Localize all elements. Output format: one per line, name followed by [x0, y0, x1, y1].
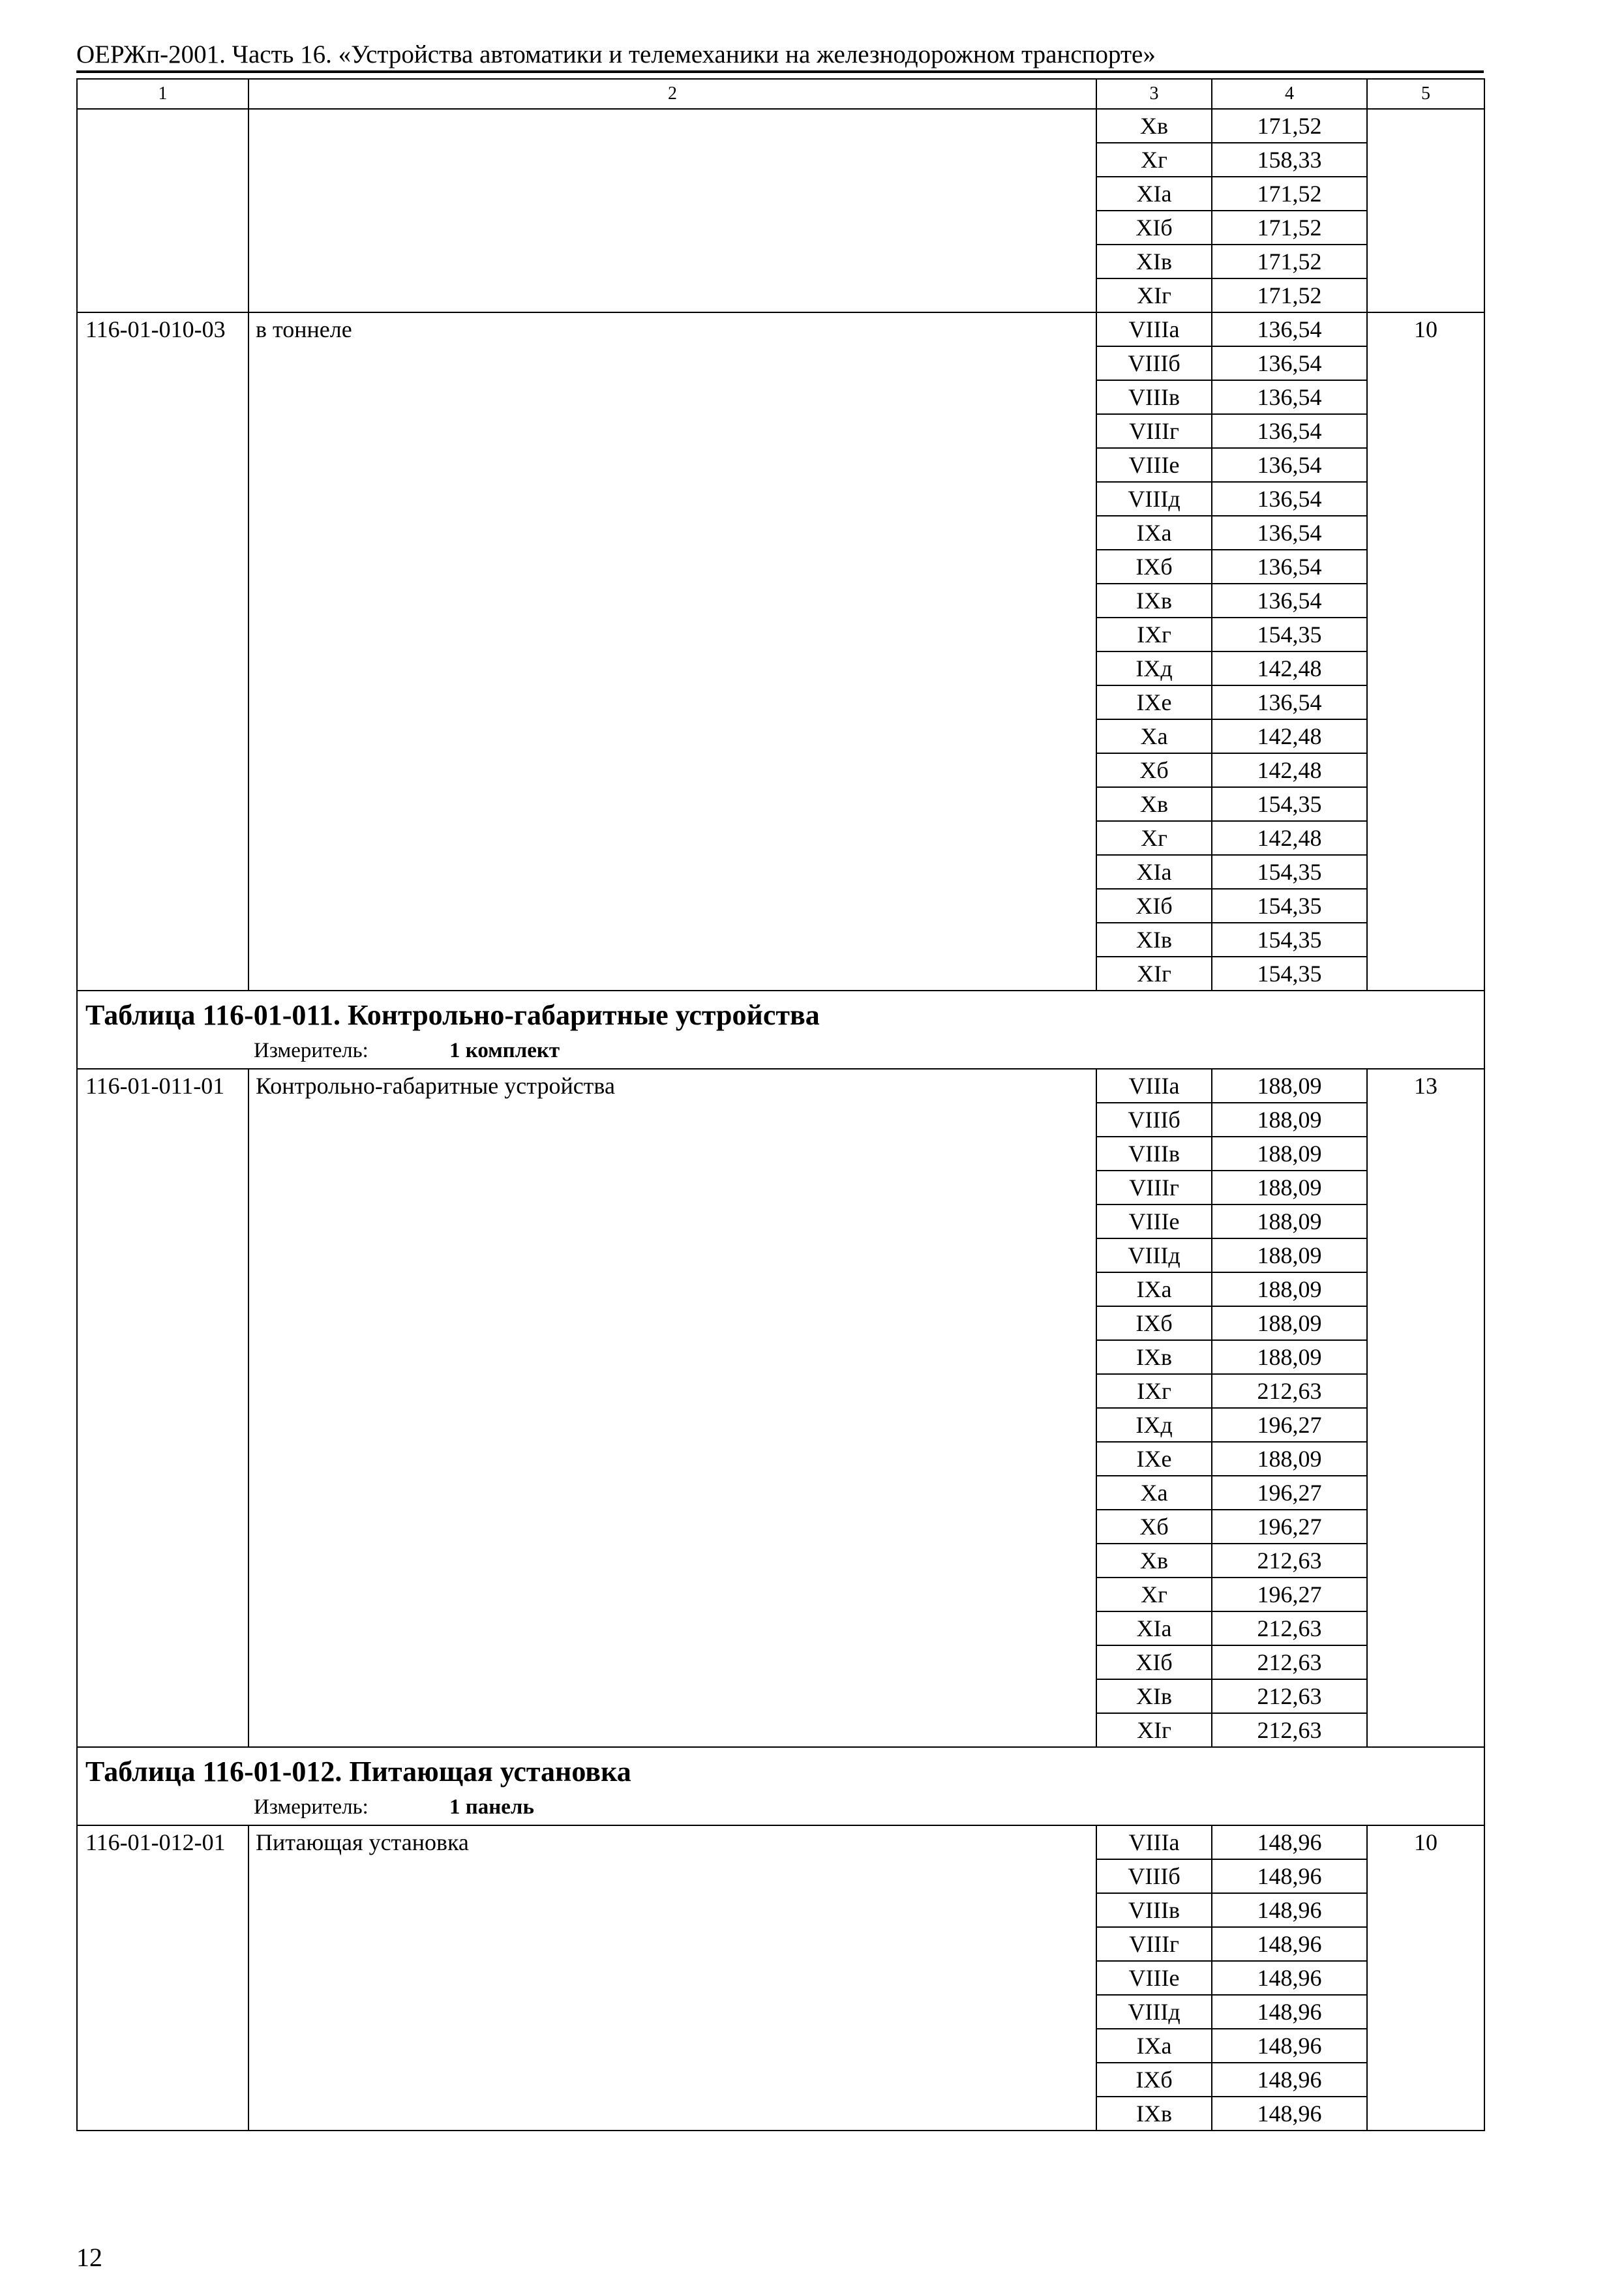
work-name: в тоннеле: [248, 312, 1096, 991]
zone-cell: XIв: [1096, 1679, 1212, 1713]
price-cell: 142,48: [1212, 753, 1367, 787]
zone-cell: XIг: [1096, 1713, 1212, 1747]
price-cell: 212,63: [1212, 1645, 1367, 1679]
price-cell: 136,54: [1212, 448, 1367, 482]
section-meter: [254, 1038, 1484, 1063]
zone-cell: VIIIе: [1096, 1961, 1212, 1995]
rate-code: 116-01-011-01: [77, 1069, 248, 1747]
price-cell: 188,09: [1212, 1238, 1367, 1272]
zone-cell: IXд: [1096, 1408, 1212, 1442]
price-cell: 188,09: [1212, 1069, 1367, 1103]
zone-cell: XIг: [1096, 278, 1212, 312]
zone-cell: IXб: [1096, 550, 1212, 584]
zone-cell: XIа: [1096, 855, 1212, 889]
price-cell: 148,96: [1212, 1859, 1367, 1893]
zone-cell: VIIIе: [1096, 448, 1212, 482]
column-5-value: 13: [1367, 1069, 1484, 1747]
zone-cell: XIб: [1096, 1645, 1212, 1679]
price-cell: 154,35: [1212, 787, 1367, 821]
price-cell: 136,54: [1212, 482, 1367, 516]
price-cell: 171,52: [1212, 109, 1367, 143]
zone-cell: XIб: [1096, 211, 1212, 245]
rates-table-body: [77, 79, 1484, 2131]
zone-cell: VIIIв: [1096, 1137, 1212, 1171]
zone-cell: XIб: [1096, 889, 1212, 923]
zone-cell: XIг: [1096, 957, 1212, 991]
zone-cell: Xв: [1096, 787, 1212, 821]
zone-cell: VIIIа: [1096, 1825, 1212, 1859]
zone-cell: Xв: [1096, 109, 1212, 143]
zone-cell: IXд: [1096, 651, 1212, 685]
price-cell: 171,52: [1212, 211, 1367, 245]
price-cell: 148,96: [1212, 1927, 1367, 1961]
zone-cell: IXг: [1096, 1374, 1212, 1408]
zone-cell: Xг: [1096, 1578, 1212, 1611]
price-cell: 171,52: [1212, 177, 1367, 211]
rate-code: 116-01-012-01: [77, 1825, 248, 2131]
zone-cell: IXб: [1096, 2063, 1212, 2097]
price-cell: 212,63: [1212, 1374, 1367, 1408]
price-cell: 188,09: [1212, 1442, 1367, 1476]
zone-cell: VIIIб: [1096, 1103, 1212, 1137]
price-cell: 142,48: [1212, 651, 1367, 685]
meter-label: Измеритель:: [254, 1039, 368, 1062]
price-cell: 188,09: [1212, 1340, 1367, 1374]
zone-cell: IXе: [1096, 1442, 1212, 1476]
price-cell: 136,54: [1212, 346, 1367, 380]
rates-table: [76, 78, 1485, 2131]
price-cell: 212,63: [1212, 1611, 1367, 1645]
zone-cell: IXе: [1096, 685, 1212, 719]
zone-cell: VIIIг: [1096, 1171, 1212, 1204]
price-cell: 188,09: [1212, 1137, 1367, 1171]
zone-cell: VIIIе: [1096, 1204, 1212, 1238]
zone-cell: IXа: [1096, 2029, 1212, 2063]
zone-cell: IXа: [1096, 516, 1212, 550]
zone-cell: Xб: [1096, 1510, 1212, 1544]
price-cell: 171,52: [1212, 278, 1367, 312]
work-name: Питающая установка: [248, 1825, 1096, 2131]
zone-cell: VIIIд: [1096, 482, 1212, 516]
price-cell: 196,27: [1212, 1510, 1367, 1544]
zone-cell: XIа: [1096, 1611, 1212, 1645]
price-cell: 142,48: [1212, 821, 1367, 855]
price-cell: 148,96: [1212, 2097, 1367, 2131]
zone-cell: IXа: [1096, 1272, 1212, 1306]
price-cell: 154,35: [1212, 889, 1367, 923]
price-cell: 212,63: [1212, 1679, 1367, 1713]
zone-cell: VIIIг: [1096, 1927, 1212, 1961]
column-numbers-row: [77, 79, 1484, 109]
price-cell: 148,96: [1212, 1825, 1367, 1859]
table-section-heading: [77, 1747, 1484, 1825]
price-cell: 171,52: [1212, 245, 1367, 278]
column-number: 4: [1212, 79, 1367, 109]
column-5-value: 10: [1367, 312, 1484, 991]
price-cell: 136,54: [1212, 516, 1367, 550]
price-cell: 212,63: [1212, 1544, 1367, 1578]
meter-value: 1 панель: [449, 1795, 534, 1819]
table-row: [77, 109, 1484, 143]
price-cell: 154,35: [1212, 957, 1367, 991]
page-number: 12: [76, 2243, 102, 2272]
zone-cell: XIв: [1096, 923, 1212, 957]
table-row: [77, 312, 1484, 346]
column-number: 3: [1096, 79, 1212, 109]
work-name: [248, 109, 1096, 312]
price-cell: 136,54: [1212, 584, 1367, 618]
price-cell: 154,35: [1212, 855, 1367, 889]
zone-cell: IXб: [1096, 1306, 1212, 1340]
zone-cell: IXв: [1096, 1340, 1212, 1374]
zone-cell: Xв: [1096, 1544, 1212, 1578]
price-cell: 136,54: [1212, 685, 1367, 719]
price-cell: 148,96: [1212, 1995, 1367, 2029]
zone-cell: VIIIв: [1096, 380, 1212, 414]
zone-cell: IXг: [1096, 618, 1212, 651]
zone-cell: Xа: [1096, 1476, 1212, 1510]
price-cell: 148,96: [1212, 2029, 1367, 2063]
zone-cell: VIIIб: [1096, 346, 1212, 380]
column-5-value: [1367, 109, 1484, 312]
price-cell: 148,96: [1212, 1893, 1367, 1927]
zone-cell: VIIIа: [1096, 312, 1212, 346]
meter-label: Измеритель:: [254, 1795, 368, 1819]
zone-cell: XIа: [1096, 177, 1212, 211]
section-meter: [254, 1795, 1484, 1819]
zone-cell: Xг: [1096, 821, 1212, 855]
zone-cell: VIIIа: [1096, 1069, 1212, 1103]
zone-cell: VIIIд: [1096, 1995, 1212, 2029]
price-cell: 136,54: [1212, 312, 1367, 346]
price-cell: 158,33: [1212, 143, 1367, 177]
section-title: Таблица 116-01-011. Контрольно-габаритные устройства: [85, 999, 820, 1031]
zone-cell: IXв: [1096, 584, 1212, 618]
price-cell: 188,09: [1212, 1306, 1367, 1340]
zone-cell: Xб: [1096, 753, 1212, 787]
zone-cell: XIв: [1096, 245, 1212, 278]
rate-code: [77, 109, 248, 312]
table-section-heading: [77, 991, 1484, 1069]
price-cell: 188,09: [1212, 1204, 1367, 1238]
price-cell: 196,27: [1212, 1408, 1367, 1442]
table-section-heading-row: [77, 1747, 1484, 1825]
price-cell: 154,35: [1212, 923, 1367, 957]
table-row: [77, 1069, 1484, 1103]
zone-cell: VIIIд: [1096, 1238, 1212, 1272]
price-cell: 154,35: [1212, 618, 1367, 651]
price-cell: 212,63: [1212, 1713, 1367, 1747]
meter-value: 1 комплект: [449, 1039, 560, 1062]
price-cell: 136,54: [1212, 550, 1367, 584]
zone-cell: VIIIг: [1096, 414, 1212, 448]
price-cell: 196,27: [1212, 1578, 1367, 1611]
price-cell: 142,48: [1212, 719, 1367, 753]
price-cell: 188,09: [1212, 1272, 1367, 1306]
zone-cell: Xг: [1096, 143, 1212, 177]
price-cell: 196,27: [1212, 1476, 1367, 1510]
price-cell: 188,09: [1212, 1103, 1367, 1137]
column-number: 2: [248, 79, 1096, 109]
zone-cell: VIIIв: [1096, 1893, 1212, 1927]
work-name: Контрольно-габаритные устройства: [248, 1069, 1096, 1747]
page-header: ОЕРЖп-2001. Часть 16. «Устройства автоматики и телемеханики на железнодорожном транспорте»: [76, 40, 1156, 68]
price-cell: 136,54: [1212, 414, 1367, 448]
column-number: 1: [77, 79, 248, 109]
zone-cell: Xа: [1096, 719, 1212, 753]
table-section-heading-row: [77, 991, 1484, 1069]
header-rule: [76, 70, 1484, 73]
column-5-value: 10: [1367, 1825, 1484, 2131]
price-cell: 148,96: [1212, 2063, 1367, 2097]
price-cell: 148,96: [1212, 1961, 1367, 1995]
zone-cell: IXв: [1096, 2097, 1212, 2131]
column-number: 5: [1367, 79, 1484, 109]
price-cell: 188,09: [1212, 1171, 1367, 1204]
zone-cell: VIIIб: [1096, 1859, 1212, 1893]
price-cell: 136,54: [1212, 380, 1367, 414]
section-title: Таблица 116-01-012. Питающая установка: [85, 1756, 631, 1788]
table-row: [77, 1825, 1484, 1859]
rate-code: 116-01-010-03: [77, 312, 248, 991]
